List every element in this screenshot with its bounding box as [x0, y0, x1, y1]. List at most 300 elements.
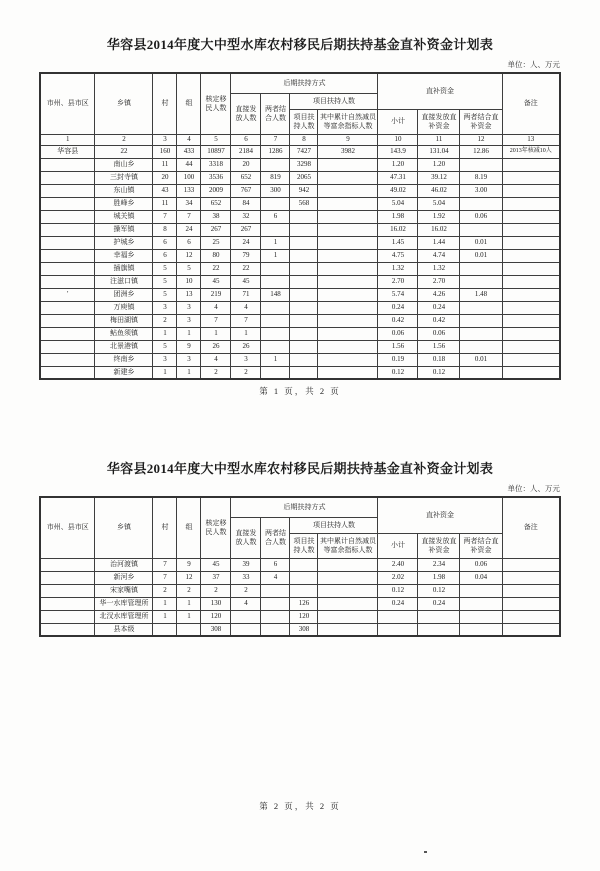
- col-header-direct-issue-count: 直接发放人数: [231, 517, 261, 558]
- col-header-township: 乡镇: [95, 497, 153, 558]
- table-cell: 7: [153, 210, 177, 223]
- table-cell: 万庾镇: [95, 301, 153, 314]
- table-cell: 308: [290, 623, 318, 636]
- table-cell: 1.32: [378, 262, 418, 275]
- table-cell: 东山镇: [95, 184, 153, 197]
- col-header-remark: 备注: [502, 497, 560, 558]
- column-number: 13: [502, 134, 560, 145]
- table-cell: 1.56: [418, 340, 460, 353]
- table-row: [40, 366, 560, 379]
- table-cell: 2: [201, 584, 231, 597]
- table-cell: 1: [177, 610, 201, 623]
- table-row: [40, 610, 560, 623]
- table-cell: 652: [201, 197, 231, 210]
- table-cell: [40, 584, 95, 597]
- col-header-combined-count: 两者结合人数: [261, 93, 290, 134]
- table-cell: 2013年核减10人: [502, 145, 560, 158]
- table-cell: [40, 158, 95, 171]
- table-cell: 4.75: [378, 249, 418, 262]
- table-cell: [40, 171, 95, 184]
- table-cell: 16.02: [418, 223, 460, 236]
- table-cell: 1: [261, 249, 290, 262]
- table-cell: [261, 262, 290, 275]
- table-cell: [318, 249, 378, 262]
- table-cell: [290, 288, 318, 301]
- table-cell: 24: [177, 223, 201, 236]
- table-cell: [460, 301, 502, 314]
- table-cell: 1.56: [378, 340, 418, 353]
- column-number: 2: [95, 134, 153, 145]
- table-cell: 1: [153, 366, 177, 379]
- table-row: [40, 197, 560, 210]
- table-cell: 操军镇: [95, 223, 153, 236]
- table-cell: [290, 223, 318, 236]
- table-cell: 84: [231, 197, 261, 210]
- table-row: [40, 158, 560, 171]
- table-cell: 3: [231, 353, 261, 366]
- table-cell: 1.98: [418, 571, 460, 584]
- table-cell: [290, 262, 318, 275]
- table-cell: [40, 197, 95, 210]
- col-header-remark: 备注: [502, 73, 560, 134]
- table-cell: 2: [153, 314, 177, 327]
- table-cell: [261, 597, 290, 610]
- col-group-subsidy: 直补资金: [378, 73, 502, 109]
- table-cell: 0.42: [378, 314, 418, 327]
- table-cell: [318, 236, 378, 249]
- table-cell: 6: [153, 249, 177, 262]
- column-number: 3: [153, 134, 177, 145]
- table-cell: 县本级: [95, 623, 153, 636]
- table-row: [40, 249, 560, 262]
- column-number: 10: [378, 134, 418, 145]
- table-cell: 2: [201, 366, 231, 379]
- table-cell: 0.24: [418, 597, 460, 610]
- table-cell: 2: [177, 584, 201, 597]
- table-cell: 45: [201, 275, 231, 288]
- table-cell: 22: [95, 145, 153, 158]
- table-cell: [318, 288, 378, 301]
- table-cell: 北汊水库管理所: [95, 610, 153, 623]
- table-cell: [318, 584, 378, 597]
- table-cell: [290, 340, 318, 353]
- table-cell: ': [40, 288, 95, 301]
- table-cell: 8: [153, 223, 177, 236]
- table-cell: [261, 275, 290, 288]
- table-cell: 2009: [201, 184, 231, 197]
- page1-table-body: [40, 145, 560, 379]
- table-cell: [502, 210, 560, 223]
- table-cell: 11: [153, 197, 177, 210]
- table-cell: 4: [261, 571, 290, 584]
- table-cell: 7: [153, 571, 177, 584]
- table-cell: [318, 275, 378, 288]
- table-cell: 7: [153, 558, 177, 571]
- table-cell: [502, 249, 560, 262]
- table-cell: 0.24: [378, 597, 418, 610]
- table-cell: [502, 236, 560, 249]
- page2-table-body: [40, 558, 560, 636]
- table-cell: [40, 210, 95, 223]
- col-header-combined-subsidy: 两者结合直补资金: [460, 109, 502, 134]
- table-cell: [40, 558, 95, 571]
- table-cell: 7: [231, 314, 261, 327]
- table-cell: 10897: [201, 145, 231, 158]
- table-cell: [318, 210, 378, 223]
- table-row: [40, 223, 560, 236]
- table-cell: 6: [153, 236, 177, 249]
- table-row: [40, 571, 560, 584]
- table-cell: [460, 366, 502, 379]
- table-cell: [502, 584, 560, 597]
- table-cell: 北景港镇: [95, 340, 153, 353]
- col-header-region: 市州、县市区: [40, 497, 95, 558]
- table-cell: 26: [201, 340, 231, 353]
- col-header-natural-attrition: 其中累计自然减员等富余指标人数: [318, 533, 378, 558]
- table-cell: 6: [261, 210, 290, 223]
- table-cell: 160: [153, 145, 177, 158]
- table-cell: 4: [231, 301, 261, 314]
- table-cell: 5: [153, 275, 177, 288]
- table-cell: 4.26: [418, 288, 460, 301]
- table-cell: 24: [231, 236, 261, 249]
- table-cell: 37: [201, 571, 231, 584]
- table-cell: [502, 288, 560, 301]
- table-cell: 43: [153, 184, 177, 197]
- table-row: [40, 301, 560, 314]
- table-cell: 1: [153, 610, 177, 623]
- table-cell: 133: [177, 184, 201, 197]
- table-cell: 120: [201, 610, 231, 623]
- table-cell: 0.04: [460, 571, 502, 584]
- table-cell: 插旗镇: [95, 262, 153, 275]
- table-cell: 1: [177, 327, 201, 340]
- table-cell: 3: [177, 314, 201, 327]
- table-cell: [318, 262, 378, 275]
- table-cell: [502, 158, 560, 171]
- table-cell: [261, 366, 290, 379]
- col-header-direct-issue-count: 直接发放人数: [231, 93, 261, 134]
- table-cell: 44: [177, 158, 201, 171]
- table-cell: 华容县: [40, 145, 95, 158]
- table-cell: [318, 184, 378, 197]
- table-cell: 治河渡镇: [95, 558, 153, 571]
- table-cell: 6: [177, 236, 201, 249]
- page2-title: 华容县2014年度大中型水库农村移民后期扶持基金直补资金计划表: [106, 461, 494, 476]
- table-cell: 130: [201, 597, 231, 610]
- table-cell: 0.06: [418, 327, 460, 340]
- table-cell: 0.19: [378, 353, 418, 366]
- table-cell: [502, 184, 560, 197]
- table-cell: 32: [231, 210, 261, 223]
- table-cell: [318, 171, 378, 184]
- table-cell: 767: [231, 184, 261, 197]
- table-cell: [40, 366, 95, 379]
- table-cell: 34: [177, 197, 201, 210]
- table-cell: [40, 597, 95, 610]
- table-row: [40, 171, 560, 184]
- table-cell: 267: [231, 223, 261, 236]
- table-cell: [290, 275, 318, 288]
- table-cell: 568: [290, 197, 318, 210]
- col-header-combined-subsidy: 两者结合直补资金: [460, 533, 502, 558]
- table-cell: 9: [177, 558, 201, 571]
- table-cell: 2.70: [378, 275, 418, 288]
- table-cell: [261, 158, 290, 171]
- table-cell: [153, 623, 177, 636]
- table-cell: 0.18: [418, 353, 460, 366]
- col-header-combined-count: 两者结合人数: [261, 517, 290, 558]
- table-cell: 131.04: [418, 145, 460, 158]
- table-cell: [318, 353, 378, 366]
- col-group-support-method: 后期扶持方式: [231, 73, 378, 93]
- table-cell: [290, 301, 318, 314]
- table-cell: [290, 366, 318, 379]
- table-row: [40, 210, 560, 223]
- table-cell: 6: [261, 558, 290, 571]
- table-row: [40, 314, 560, 327]
- table-cell: 3: [153, 301, 177, 314]
- table-cell: 胜峰乡: [95, 197, 153, 210]
- table-cell: [502, 366, 560, 379]
- table-cell: 3: [177, 353, 201, 366]
- header-row-1: [40, 73, 560, 93]
- table-cell: 79: [231, 249, 261, 262]
- table-cell: 16.02: [378, 223, 418, 236]
- table-row: [40, 145, 560, 158]
- table-cell: 433: [177, 145, 201, 158]
- table-cell: 80: [201, 249, 231, 262]
- table-cell: 0.01: [460, 249, 502, 262]
- table-cell: [177, 623, 201, 636]
- table-cell: [502, 301, 560, 314]
- table-row: [40, 236, 560, 249]
- table-cell: [318, 610, 378, 623]
- table-cell: [290, 249, 318, 262]
- table-row: [40, 340, 560, 353]
- table-cell: [502, 314, 560, 327]
- table-cell: [318, 223, 378, 236]
- table-cell: 三封寺镇: [95, 171, 153, 184]
- table-cell: 2: [153, 584, 177, 597]
- table-cell: [261, 301, 290, 314]
- table-cell: 5.74: [378, 288, 418, 301]
- table-cell: 1.20: [418, 158, 460, 171]
- table-cell: 1286: [261, 145, 290, 158]
- table-cell: [460, 327, 502, 340]
- table-cell: [290, 236, 318, 249]
- table-cell: 幸福乡: [95, 249, 153, 262]
- table-cell: [460, 197, 502, 210]
- table-cell: [40, 610, 95, 623]
- column-number: 5: [201, 134, 231, 145]
- table-cell: 46.02: [418, 184, 460, 197]
- table-row: [40, 623, 560, 636]
- column-number: 11: [418, 134, 460, 145]
- table-cell: 1.98: [378, 210, 418, 223]
- table-cell: 3: [153, 353, 177, 366]
- table-cell: 0.06: [460, 558, 502, 571]
- table-cell: [318, 158, 378, 171]
- table-cell: 4: [201, 301, 231, 314]
- table-cell: 0.12: [378, 366, 418, 379]
- table-row: [40, 275, 560, 288]
- table-cell: 120: [290, 610, 318, 623]
- table-cell: 3982: [318, 145, 378, 158]
- scan-artifact: [424, 851, 427, 853]
- table-cell: [318, 327, 378, 340]
- table-cell: 0.24: [418, 301, 460, 314]
- table-cell: 7: [177, 210, 201, 223]
- table-cell: 10: [177, 275, 201, 288]
- table-cell: [502, 597, 560, 610]
- table-cell: [378, 610, 418, 623]
- table-cell: [40, 623, 95, 636]
- table-cell: [318, 597, 378, 610]
- table-cell: [502, 353, 560, 366]
- table-cell: [290, 314, 318, 327]
- table-cell: [318, 623, 378, 636]
- page2-unit-label: 单位：人、万元: [507, 484, 560, 493]
- table-cell: 2: [231, 366, 261, 379]
- table-cell: [318, 340, 378, 353]
- table-row: [40, 584, 560, 597]
- table-cell: [318, 314, 378, 327]
- table-cell: 819: [261, 171, 290, 184]
- table-cell: [418, 610, 460, 623]
- table-cell: [460, 610, 502, 623]
- table-cell: [231, 623, 261, 636]
- table-cell: 0.24: [378, 301, 418, 314]
- table-cell: 5: [153, 262, 177, 275]
- table-cell: 2.40: [378, 558, 418, 571]
- table-cell: 2.70: [418, 275, 460, 288]
- table-cell: [318, 558, 378, 571]
- table-cell: 2184: [231, 145, 261, 158]
- table-cell: [460, 340, 502, 353]
- table-row: [40, 288, 560, 301]
- table-cell: 1.20: [378, 158, 418, 171]
- table-cell: 22: [231, 262, 261, 275]
- table-cell: 652: [231, 171, 261, 184]
- table-cell: [502, 197, 560, 210]
- table-cell: 1: [231, 327, 261, 340]
- table-cell: [40, 327, 95, 340]
- table-cell: 新河乡: [95, 571, 153, 584]
- table-cell: 0.12: [378, 584, 418, 597]
- table-cell: 2065: [290, 171, 318, 184]
- table-cell: 华一水库管理所: [95, 597, 153, 610]
- table-cell: [460, 314, 502, 327]
- table-row: [40, 353, 560, 366]
- table-cell: [460, 275, 502, 288]
- page1-footer: 第 1 页，共 2 页: [259, 386, 341, 396]
- table-cell: 新建乡: [95, 366, 153, 379]
- table-cell: 5.04: [418, 197, 460, 210]
- table-cell: 148: [261, 288, 290, 301]
- table-cell: 1: [201, 327, 231, 340]
- table-cell: [40, 301, 95, 314]
- page1-unit-label: 单位：人、万元: [507, 60, 560, 69]
- table-cell: 1: [261, 353, 290, 366]
- table-cell: 7: [201, 314, 231, 327]
- table-cell: [502, 327, 560, 340]
- table-cell: 8.19: [460, 171, 502, 184]
- table-cell: 11: [153, 158, 177, 171]
- table-cell: 45: [201, 558, 231, 571]
- col-header-village: 村: [153, 497, 177, 558]
- col-header-region: 市州、县市区: [40, 73, 95, 134]
- column-number: 8: [290, 134, 318, 145]
- table-cell: [318, 366, 378, 379]
- table-cell: [502, 623, 560, 636]
- table-cell: 注滋口镇: [95, 275, 153, 288]
- table-cell: 39.12: [418, 171, 460, 184]
- table-cell: 鲇鱼须镇: [95, 327, 153, 340]
- table-cell: 5: [177, 262, 201, 275]
- table-cell: [40, 340, 95, 353]
- table-cell: [460, 262, 502, 275]
- table-cell: 团洲乡: [95, 288, 153, 301]
- table-row: [40, 597, 560, 610]
- table-cell: 3.00: [460, 184, 502, 197]
- table-cell: 1: [177, 597, 201, 610]
- table-cell: 城关镇: [95, 210, 153, 223]
- plan-table-page1: [39, 72, 561, 380]
- col-header-direct-subsidy: 直接发放直补资金: [418, 533, 460, 558]
- table-cell: 267: [201, 223, 231, 236]
- table-cell: [261, 197, 290, 210]
- col-group-project-support: 项目扶持人数: [290, 517, 378, 533]
- table-cell: 0.12: [418, 366, 460, 379]
- table-cell: [290, 584, 318, 597]
- table-cell: 12: [177, 249, 201, 262]
- col-header-subtotal: 小计: [378, 109, 418, 134]
- table-cell: 1.45: [378, 236, 418, 249]
- column-number-row: [40, 134, 560, 145]
- table-cell: [502, 223, 560, 236]
- table-cell: 47.31: [378, 171, 418, 184]
- table-cell: 308: [201, 623, 231, 636]
- table-cell: [40, 223, 95, 236]
- table-cell: 71: [231, 288, 261, 301]
- table-cell: 22: [201, 262, 231, 275]
- page2-section: [0, 458, 600, 637]
- column-number: 4: [177, 134, 201, 145]
- table-cell: 300: [261, 184, 290, 197]
- table-cell: [261, 584, 290, 597]
- column-number: 1: [40, 134, 95, 145]
- table-cell: 38: [201, 210, 231, 223]
- table-cell: 942: [290, 184, 318, 197]
- table-cell: 4.74: [418, 249, 460, 262]
- table-cell: 5: [153, 288, 177, 301]
- table-cell: 3298: [290, 158, 318, 171]
- col-header-village: 村: [153, 73, 177, 134]
- col-group-subsidy: 直补资金: [378, 497, 502, 533]
- table-cell: 20: [153, 171, 177, 184]
- table-cell: 0.12: [418, 584, 460, 597]
- table-cell: [40, 236, 95, 249]
- col-group-project-support: 项目扶持人数: [290, 93, 378, 109]
- table-cell: 26: [231, 340, 261, 353]
- table-cell: 219: [201, 288, 231, 301]
- table-cell: 1.32: [418, 262, 460, 275]
- table-cell: [40, 275, 95, 288]
- col-header-team: 组: [177, 497, 201, 558]
- table-cell: 1: [153, 327, 177, 340]
- table-cell: [261, 623, 290, 636]
